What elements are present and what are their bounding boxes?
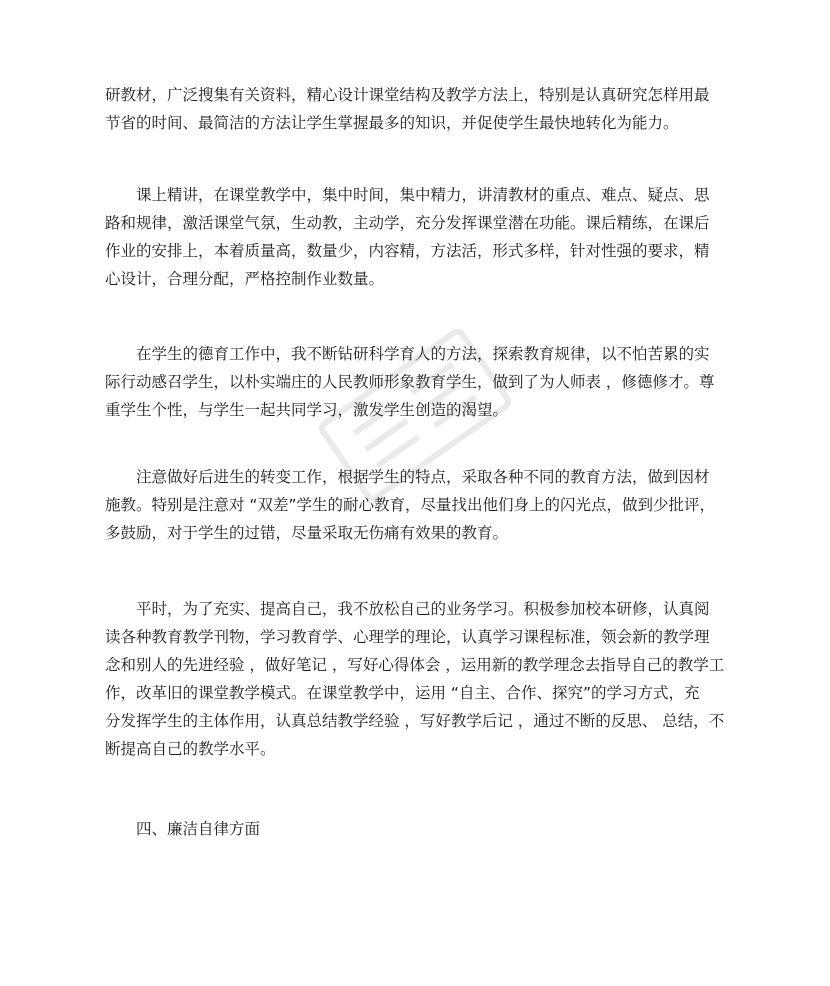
paragraph-line: 念和别人的先进经验 ，做好笔记 ，写好心得体会 ，运用新的教学理念去指导自己的教学工 [105,656,725,674]
section-heading-text: 四、廉洁自律方面 [136,820,261,838]
paragraph-4 [105,463,730,547]
paragraph-line: 节省的时间、最简洁的方法让学生掌握最多的知识，并促使学生最快地转化为能力。 [105,114,679,132]
paragraph-line: 断提高自己的教学水平。 [105,740,276,758]
paragraph-line: 际行动感召学生，以朴实端庄的人民教师形象教育学生，做到了为人师表 ，修德修才。尊 [105,373,715,391]
paragraph-line: 路和规律，激活课堂气氛，生动教，主动学，充分发挥课堂潜在功能。课后精练，在课后 [105,214,710,232]
section-heading [105,815,730,843]
paragraph-line: 注意做好后进生的转变工作，根据学生的特点，采取各种不同的教育方法，做到因材 [136,468,710,486]
paragraph-3 [105,340,730,424]
paragraph-line: 重学生个性，与学生一起共同学习，激发学生创造的渴望。 [105,401,509,419]
paragraph-line: 作业的安排上，本着质量高，数量少，内容精，方法活，形式多样，针对性强的要求，精 [105,242,710,260]
paragraph-1 [105,81,730,137]
paragraph-line: 施教。特别是注意对 “双差”学生的耐心教育，尽量找出他们身上的闪光点，做到少批评， [105,496,715,514]
paragraph-line: 研教材，广泛搜集有关资料，精心设计课堂结构及教学方法上，特别是认真研究怎样用最 [105,86,710,104]
paragraph-line: 平时，为了充实、提高自己，我不放松自己的业务学习。积极参加校本研修，认真阅 [136,600,710,618]
paragraph-2 [105,181,730,293]
paragraph-line: 心设计，合理分配，严格控制作业数量。 [105,270,385,288]
paragraph-line: 读各种教育教学刊物，学习教育学、心理学的理论，认真学习课程标准，领会新的教学理 [105,628,710,646]
paragraph-line: 课上精讲，在课堂教学中，集中时间，集中精力，讲清教材的重点、难点、疑点、思 [136,186,710,204]
paragraph-line: 在学生的德育工作中，我不断钻研科学育人的方法，探索教育规律，以不怕苦累的实 [136,345,710,363]
paragraph-5 [105,595,730,763]
paragraph-line: 作，改革旧的课堂教学模式。在课堂教学中，运用 “自主、合作、探究”的学习方式，充 [105,684,700,702]
paragraph-line: 分发挥学生的主体作用，认真总结教学经验 ，写好教学后记 ，通过不断的反思、 总结，不 [105,712,725,730]
paragraph-line: 多鼓励，对于学生的过错，尽量采取无伤痛有效果的教育。 [105,524,509,542]
